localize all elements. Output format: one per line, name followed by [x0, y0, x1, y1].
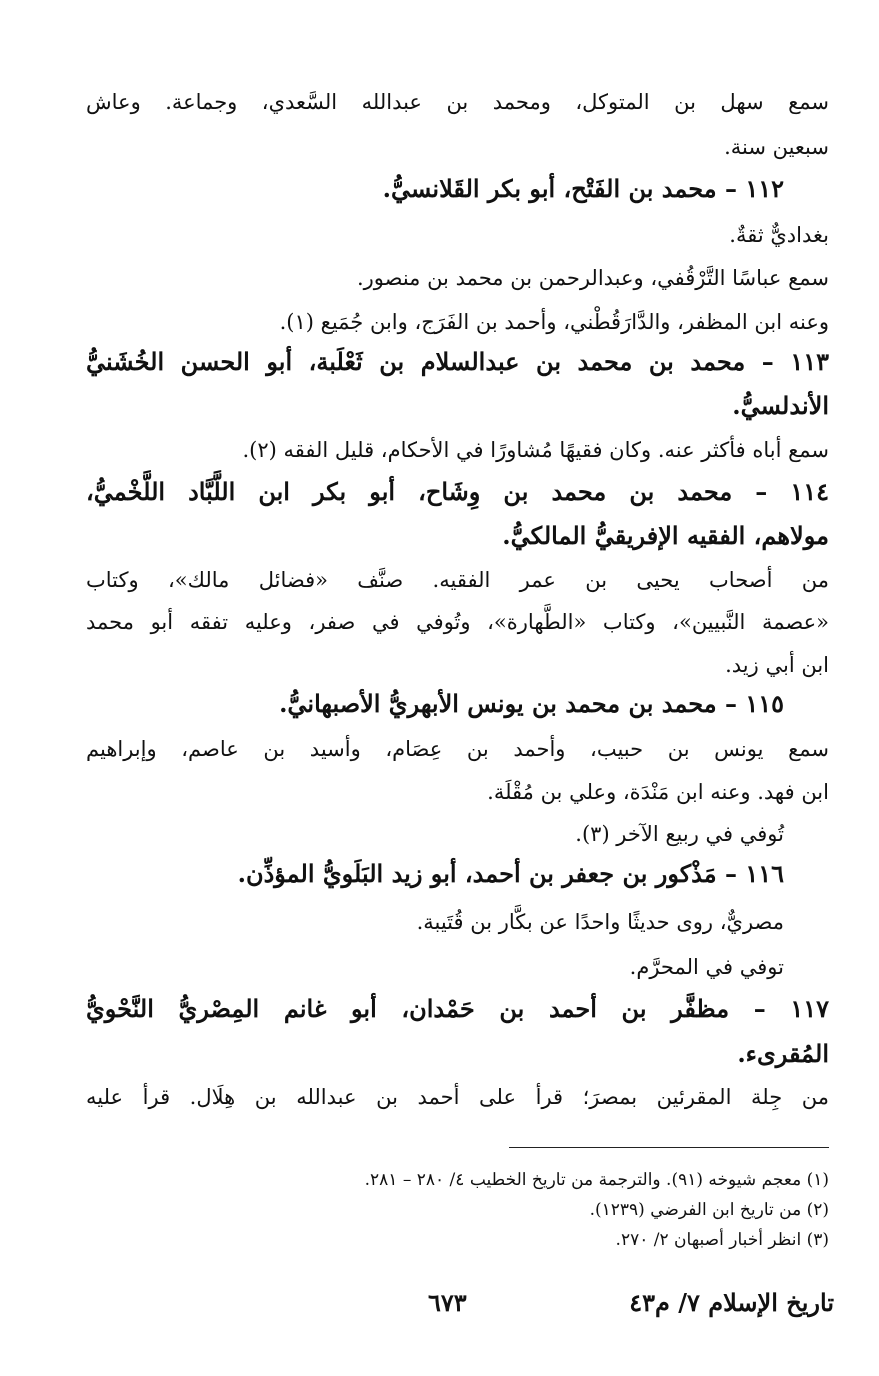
text-line: ابن فهد. وعنه ابن مَنْدَة، وعلي بن مُقْلَة.: [487, 780, 829, 804]
footnote-2: (٢) من تاريخ ابن الفرضي (١٢٣٩).: [589, 1200, 829, 1220]
text-line: سمع أباه فأكثر عنه. وكان فقيهًا مُشاورًا في الأحكام، قليل الفقه (٢).: [242, 438, 829, 462]
text-line: توفي في المحرَّم.: [629, 955, 784, 979]
footnote-3: (٣) انظر أخبار أصبهان ٢/ ٢٧٠.: [615, 1230, 829, 1250]
text-line: سبعين سنة.: [724, 135, 829, 159]
entry-heading-113: ١١٣ – محمد بن محمد بن عبدالسلام بن ثَعْلَبة، أبو الحسن الخُشَنيُّ: [86, 347, 829, 376]
footnote-1: (١) معجم شيوخه (٩١). والترجمة من تاريخ الخطيب ٤/ ٢٨٠ – ٢٨١.: [364, 1170, 829, 1190]
entry-heading-117: ١١٧ – مظفَّر بن أحمد بن حَمْدان، أبو غانم المِصْريُّ النَّحْويُّ: [86, 994, 829, 1023]
book-title-footer: تاريخ الإسلام ٧/ م٤٣: [629, 1288, 834, 1317]
entry-heading-114: ١١٤ – محمد بن محمد بن وِشَاح، أبو بكر ابن اللَّبَّاد اللَّخْميُّ،: [86, 477, 829, 506]
text-line: مصريٌّ، روى حديثًا واحدًا عن بكَّار بن قُتَيبة.: [416, 910, 784, 934]
text-line: سمع يونس بن حبيب، وأحمد بن عِصَام، وأسيد بن عاصم، وإبراهيم: [86, 737, 829, 761]
footnote-divider: [509, 1147, 829, 1148]
text-line: «عصمة النَّبيين»، وكتاب «الطَّهارة»، وتُوفي في صفر، وعليه تفقه أبو محمد: [86, 610, 829, 634]
entry-heading-117-cont: المُقرىء.: [737, 1039, 829, 1068]
text-line: ابن أبي زيد.: [725, 653, 829, 677]
entry-heading-112: ١١٢ – محمد بن الفَتْح، أبو بكر القَلانسيُّ.: [382, 174, 784, 203]
entry-heading-115: ١١٥ – محمد بن محمد بن يونس الأبهريُّ الأصبهانيُّ.: [279, 689, 784, 718]
text-line: من أصحاب يحيى بن عمر الفقيه. صنَّف «فضائل مالك»، وكتاب: [86, 568, 829, 592]
entry-heading-114-cont: مولاهم، الفقيه الإفريقيُّ المالكيُّ.: [502, 521, 829, 550]
text-line: بغداديٌّ ثقةٌ.: [729, 223, 829, 247]
entry-heading-113-cont: الأندلسيُّ.: [732, 391, 829, 420]
text-line: سمع عباسًا التَّرْقُفي، وعبدالرحمن بن محمد بن منصور.: [356, 266, 829, 290]
text-line: وعنه ابن المظفر، والدَّارَقُطْني، وأحمد بن الفَرَج، وابن جُمَيع (١).: [279, 310, 829, 334]
entry-heading-116: ١١٦ – مَذْكور بن جعفر بن أحمد، أبو زيد البَلَويُّ المؤذِّن.: [237, 859, 784, 888]
text-line: من جِلة المقرئين بمصرَ؛ قرأ على أحمد بن عبدالله بن هِلَال. قرأ عليه: [86, 1085, 829, 1109]
text-line: تُوفي في ربيع الآخر (٣).: [575, 822, 784, 846]
text-line: سمع سهل بن المتوكل، ومحمد بن عبدالله السَّعدي، وجماعة. وعاش: [86, 90, 829, 114]
page-number: ٦٧٣: [428, 1288, 467, 1317]
